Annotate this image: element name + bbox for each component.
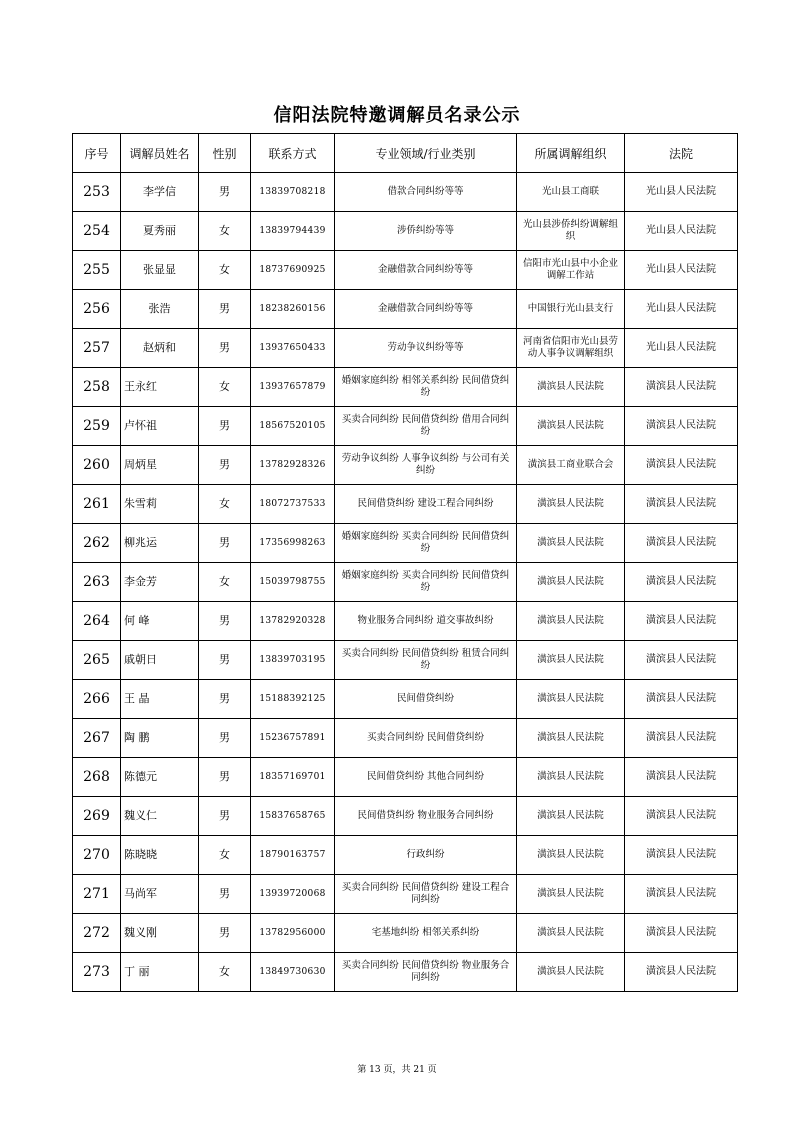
- cell-court: 光山县人民法院: [625, 290, 738, 329]
- table-row: [73, 719, 738, 758]
- cell-org: 潢滨县人民法院: [517, 953, 625, 992]
- cell-phone: 15837658765: [251, 797, 335, 836]
- cell-org: 河南省信阳市光山县劳动人事争议调解组织: [517, 329, 625, 368]
- cell-no: 269: [73, 797, 121, 836]
- cell-phone: 18072737533: [251, 485, 335, 524]
- cell-gender: 女: [199, 953, 251, 992]
- cell-org: 潢滨县人民法院: [517, 602, 625, 641]
- cell-field: 借款合同纠纷等等: [335, 173, 517, 212]
- cell-phone: 15188392125: [251, 680, 335, 719]
- table-row: [73, 212, 738, 251]
- cell-gender: 男: [199, 524, 251, 563]
- table-header-row: [73, 134, 738, 173]
- cell-field: 民间借贷纠纷: [335, 680, 517, 719]
- cell-gender: 男: [199, 719, 251, 758]
- cell-court: 潢滨县人民法院: [625, 485, 738, 524]
- cell-court: 潢滨县人民法院: [625, 836, 738, 875]
- cell-court: 潢滨县人民法院: [625, 953, 738, 992]
- cell-org: 潢滨县人民法院: [517, 875, 625, 914]
- cell-name: 卢怀祖: [121, 407, 199, 446]
- cell-name: 赵炳和: [121, 329, 199, 368]
- table-row: [73, 329, 738, 368]
- cell-court: 潢滨县人民法院: [625, 914, 738, 953]
- cell-no: 256: [73, 290, 121, 329]
- table-row: [73, 797, 738, 836]
- cell-gender: 女: [199, 563, 251, 602]
- cell-field: 金融借款合同纠纷等等: [335, 251, 517, 290]
- cell-name: 陈晓晓: [121, 836, 199, 875]
- cell-name: 魏义仁: [121, 797, 199, 836]
- cell-name: 何 峰: [121, 602, 199, 641]
- cell-name: 周炳星: [121, 446, 199, 485]
- table-row: [73, 602, 738, 641]
- cell-org: 信阳市光山县中小企业调解工作站: [517, 251, 625, 290]
- cell-org: 光山县涉侨纠纷调解组织: [517, 212, 625, 251]
- cell-field: 婚姻家庭纠纷 买卖合同纠纷 民间借贷纠纷: [335, 524, 517, 563]
- cell-org: 潢滨县人民法院: [517, 719, 625, 758]
- header-phone: 联系方式: [251, 134, 335, 173]
- table-row: [73, 875, 738, 914]
- cell-name: 王 晶: [121, 680, 199, 719]
- mediator-table: [72, 133, 738, 992]
- cell-phone: 17356998263: [251, 524, 335, 563]
- cell-org: 潢滨县人民法院: [517, 485, 625, 524]
- cell-court: 潢滨县人民法院: [625, 446, 738, 485]
- cell-field: 涉侨纠纷等等: [335, 212, 517, 251]
- cell-field: 婚姻家庭纠纷 相邻关系纠纷 民间借贷纠纷: [335, 368, 517, 407]
- cell-no: 261: [73, 485, 121, 524]
- cell-court: 潢滨县人民法院: [625, 641, 738, 680]
- table-row: [73, 680, 738, 719]
- table-row: [73, 407, 738, 446]
- cell-name: 朱雪莉: [121, 485, 199, 524]
- cell-phone: 13782920328: [251, 602, 335, 641]
- cell-court: 潢滨县人民法院: [625, 758, 738, 797]
- table-row: [73, 953, 738, 992]
- cell-field: 买卖合同纠纷 民间借贷纠纷 借用合同纠纷: [335, 407, 517, 446]
- table-row: [73, 641, 738, 680]
- cell-gender: 男: [199, 875, 251, 914]
- cell-field: 民间借贷纠纷 其他合同纠纷: [335, 758, 517, 797]
- cell-gender: 男: [199, 680, 251, 719]
- cell-phone: 13839708218: [251, 173, 335, 212]
- table-row: [73, 251, 738, 290]
- cell-phone: 18567520105: [251, 407, 335, 446]
- cell-court: 光山县人民法院: [625, 212, 738, 251]
- table-row: [73, 446, 738, 485]
- cell-court: 潢滨县人民法院: [625, 602, 738, 641]
- cell-phone: 18238260156: [251, 290, 335, 329]
- table-row: [73, 836, 738, 875]
- cell-no: 270: [73, 836, 121, 875]
- cell-no: 262: [73, 524, 121, 563]
- cell-name: 陈德元: [121, 758, 199, 797]
- header-court: 法院: [625, 134, 738, 173]
- cell-no: 268: [73, 758, 121, 797]
- cell-name: 柳兆运: [121, 524, 199, 563]
- cell-org: 潢滨县人民法院: [517, 797, 625, 836]
- cell-field: 民间借贷纠纷 物业服务合同纠纷: [335, 797, 517, 836]
- cell-no: 258: [73, 368, 121, 407]
- cell-name: 戚朝日: [121, 641, 199, 680]
- cell-phone: 13937650433: [251, 329, 335, 368]
- table-row: [73, 914, 738, 953]
- cell-court: 潢滨县人民法院: [625, 797, 738, 836]
- cell-no: 264: [73, 602, 121, 641]
- table-row: [73, 173, 738, 212]
- cell-no: 266: [73, 680, 121, 719]
- cell-field: 行政纠纷: [335, 836, 517, 875]
- cell-phone: 13839703195: [251, 641, 335, 680]
- cell-gender: 男: [199, 446, 251, 485]
- cell-field: 宅基地纠纷 相邻关系纠纷: [335, 914, 517, 953]
- cell-court: 潢滨县人民法院: [625, 680, 738, 719]
- cell-no: 271: [73, 875, 121, 914]
- cell-org: 潢滨县人民法院: [517, 407, 625, 446]
- cell-org: 光山县工商联: [517, 173, 625, 212]
- cell-gender: 男: [199, 797, 251, 836]
- cell-phone: 13782928326: [251, 446, 335, 485]
- cell-name: 王永红: [121, 368, 199, 407]
- table-row: [73, 290, 738, 329]
- cell-org: 潢滨县人民法院: [517, 524, 625, 563]
- cell-field: 买卖合同纠纷 民间借贷纠纷: [335, 719, 517, 758]
- cell-field: 婚姻家庭纠纷 买卖合同纠纷 民间借贷纠纷: [335, 563, 517, 602]
- cell-phone: 15039798755: [251, 563, 335, 602]
- cell-court: 光山县人民法院: [625, 329, 738, 368]
- table-row: [73, 758, 738, 797]
- cell-field: 买卖合同纠纷 民间借贷纠纷 物业服务合同纠纷: [335, 953, 517, 992]
- cell-gender: 女: [199, 836, 251, 875]
- cell-no: 254: [73, 212, 121, 251]
- cell-org: 潢滨县人民法院: [517, 680, 625, 719]
- cell-phone: 18357169701: [251, 758, 335, 797]
- cell-gender: 男: [199, 914, 251, 953]
- cell-gender: 男: [199, 329, 251, 368]
- cell-court: 潢滨县人民法院: [625, 524, 738, 563]
- cell-name: 魏义刚: [121, 914, 199, 953]
- cell-name: 李金芳: [121, 563, 199, 602]
- cell-name: 张浩: [121, 290, 199, 329]
- cell-name: 陶 鹏: [121, 719, 199, 758]
- cell-phone: 13839794439: [251, 212, 335, 251]
- cell-org: 潢滨县人民法院: [517, 758, 625, 797]
- header-no: 序号: [73, 134, 121, 173]
- table-row: [73, 485, 738, 524]
- cell-phone: 18737690925: [251, 251, 335, 290]
- cell-field: 买卖合同纠纷 民间借贷纠纷 租赁合同纠纷: [335, 641, 517, 680]
- cell-gender: 女: [199, 251, 251, 290]
- cell-name: 李学信: [121, 173, 199, 212]
- cell-no: 255: [73, 251, 121, 290]
- cell-court: 潢滨县人民法院: [625, 719, 738, 758]
- cell-no: 253: [73, 173, 121, 212]
- header-org: 所属调解组织: [517, 134, 625, 173]
- cell-field: 劳动争议纠纷 人事争议纠纷 与公司有关纠纷: [335, 446, 517, 485]
- cell-field: 劳动争议纠纷等等: [335, 329, 517, 368]
- cell-court: 光山县人民法院: [625, 173, 738, 212]
- cell-org: 潢滨县人民法院: [517, 368, 625, 407]
- cell-phone: 13939720068: [251, 875, 335, 914]
- cell-court: 潢滨县人民法院: [625, 407, 738, 446]
- cell-gender: 男: [199, 173, 251, 212]
- cell-gender: 男: [199, 602, 251, 641]
- header-name: 调解员姓名: [121, 134, 199, 173]
- cell-no: 265: [73, 641, 121, 680]
- cell-name: 夏秀丽: [121, 212, 199, 251]
- cell-no: 263: [73, 563, 121, 602]
- cell-name: 张显显: [121, 251, 199, 290]
- cell-phone: 13782956000: [251, 914, 335, 953]
- header-gender: 性别: [199, 134, 251, 173]
- cell-gender: 男: [199, 758, 251, 797]
- cell-gender: 男: [199, 641, 251, 680]
- cell-no: 273: [73, 953, 121, 992]
- header-field: 专业领域/行业类别: [335, 134, 517, 173]
- cell-org: 潢滨县人民法院: [517, 563, 625, 602]
- cell-gender: 男: [199, 407, 251, 446]
- table-row: [73, 563, 738, 602]
- cell-org: 潢滨县人民法院: [517, 641, 625, 680]
- cell-no: 267: [73, 719, 121, 758]
- page-footer: 第 13 页，共 21 页: [357, 1065, 437, 1075]
- cell-field: 买卖合同纠纷 民间借贷纠纷 建设工程合同纠纷: [335, 875, 517, 914]
- cell-name: 马尚军: [121, 875, 199, 914]
- cell-phone: 13849730630: [251, 953, 335, 992]
- cell-no: 257: [73, 329, 121, 368]
- cell-phone: 15236757891: [251, 719, 335, 758]
- cell-court: 潢滨县人民法院: [625, 368, 738, 407]
- cell-no: 259: [73, 407, 121, 446]
- cell-gender: 女: [199, 212, 251, 251]
- cell-field: 民间借贷纠纷 建设工程合同纠纷: [335, 485, 517, 524]
- page-title: 信阳法院特邀调解员名录公示: [273, 105, 521, 126]
- cell-field: 物业服务合同纠纷 道交事故纠纷: [335, 602, 517, 641]
- cell-field: 金融借款合同纠纷等等: [335, 290, 517, 329]
- cell-gender: 女: [199, 485, 251, 524]
- cell-phone: 18790163757: [251, 836, 335, 875]
- cell-court: 光山县人民法院: [625, 251, 738, 290]
- cell-org: 潢滨县人民法院: [517, 914, 625, 953]
- cell-court: 潢滨县人民法院: [625, 875, 738, 914]
- cell-org: 潢滨县工商业联合会: [517, 446, 625, 485]
- table-row: [73, 368, 738, 407]
- cell-org: 潢滨县人民法院: [517, 836, 625, 875]
- cell-gender: 男: [199, 290, 251, 329]
- cell-no: 260: [73, 446, 121, 485]
- cell-phone: 13937657879: [251, 368, 335, 407]
- cell-no: 272: [73, 914, 121, 953]
- cell-name: 丁 丽: [121, 953, 199, 992]
- cell-gender: 女: [199, 368, 251, 407]
- cell-court: 潢滨县人民法院: [625, 563, 738, 602]
- cell-org: 中国银行光山县支行: [517, 290, 625, 329]
- table-row: [73, 524, 738, 563]
